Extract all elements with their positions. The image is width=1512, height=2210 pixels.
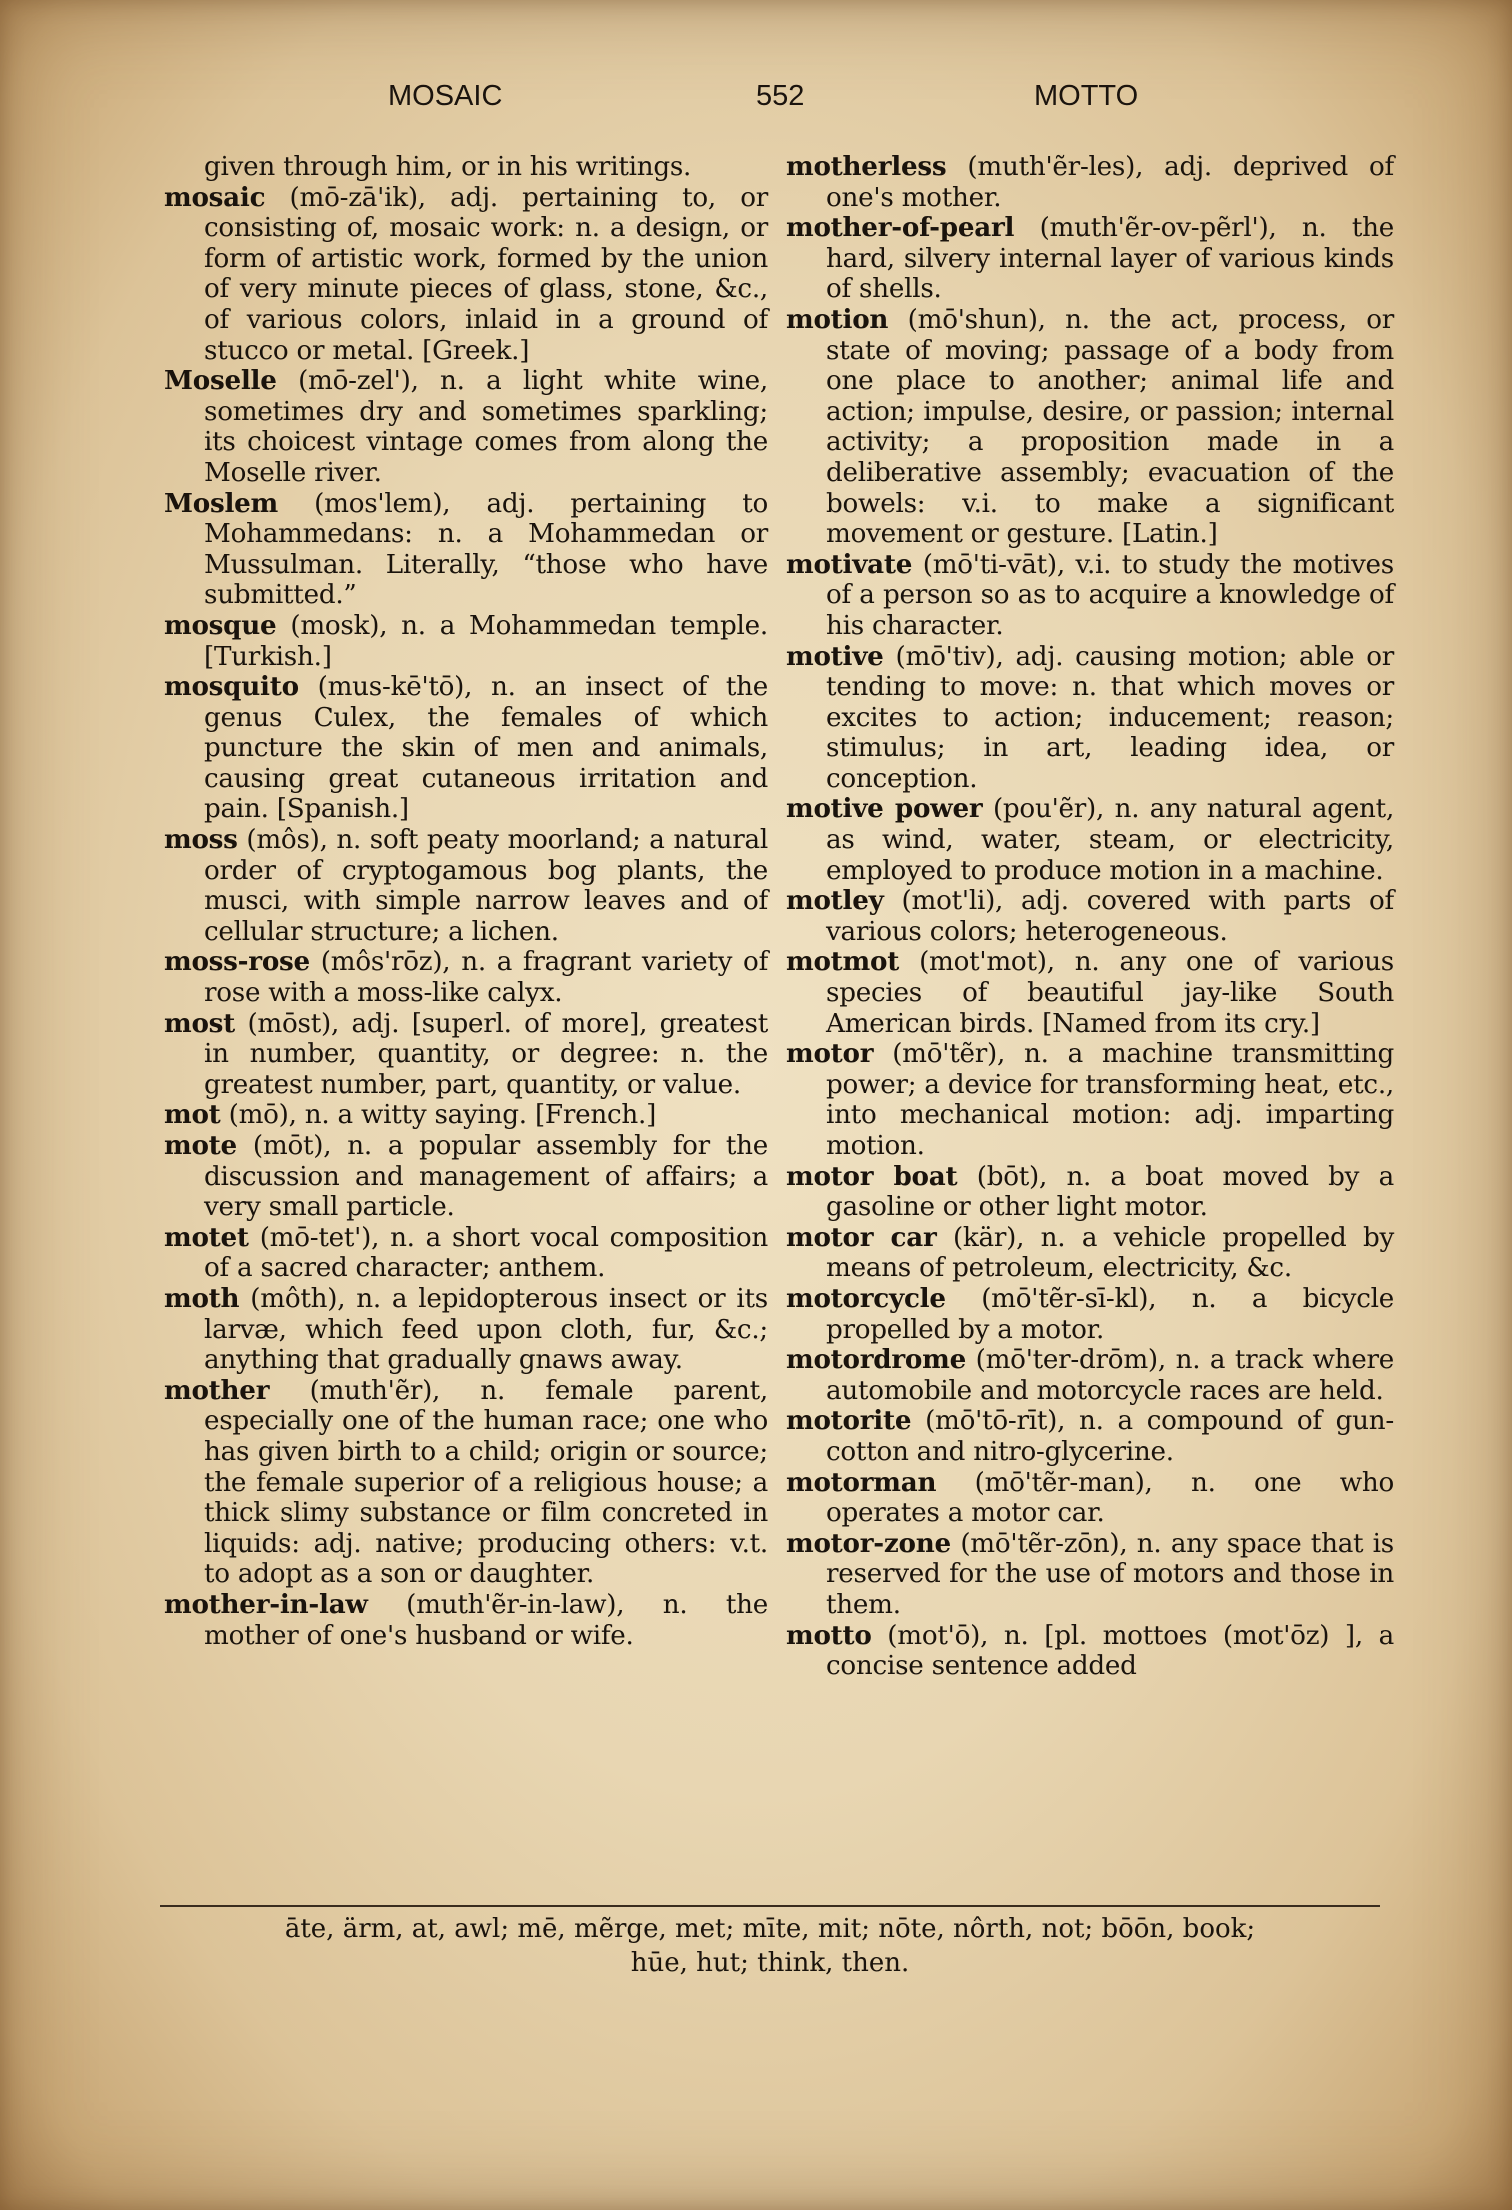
entry-headword: motet	[164, 1221, 249, 1253]
entry-headword: mother	[164, 1374, 270, 1406]
entry-definition: (mosk), n. a Mohammedan temple. [Turkish.]	[204, 610, 768, 672]
entry-headword: moss-rose	[164, 946, 310, 978]
entry-definition: (muth'ẽr), n. female parent, especially one of the human race; one who has given birth to a child; origin or source; the female superior of a religious house; a thick slimy substance or film concreted in liquids: adj. native; producing others: v.t. to adopt as a son or daughter.	[204, 1375, 768, 1590]
entry-definition: (muth'ẽr-in-law), n. the mother of one's husband or wife.	[204, 1589, 768, 1651]
entry-definition: (muth'ẽr-les), adj. deprived of one's mother.	[826, 152, 1395, 213]
entry-definition: (bōt), n. a boat moved by a gasoline or other light motor.	[826, 1161, 1394, 1223]
entry-definition: (mō'tẽr-sī-kl), n. a bicycle propelled by a motor.	[826, 1283, 1395, 1345]
dictionary-entry	[786, 1039, 1394, 1161]
entry-headword: motto	[786, 1619, 872, 1651]
entry-definition: (mō'ter-drōm), n. a track where automobile and motorcycle races are held.	[826, 1345, 1394, 1406]
entry-definition: (mō-zel'), n. a light white wine, sometimes dry and sometimes sparkling; its choicest vintage comes from along the Moselle river.	[204, 366, 769, 488]
dictionary-entry	[164, 366, 768, 488]
entry-headword: mother-in-law	[164, 1588, 368, 1620]
entry-headword: motorcycle	[786, 1282, 946, 1314]
dictionary-entry	[786, 1284, 1394, 1345]
entry-headword: Moslem	[164, 487, 279, 519]
dictionary-entry	[164, 947, 768, 1008]
entry-definition: (muth'ẽr-ov-pẽrl'), n. the hard, silvery internal layer of various kinds of shells.	[826, 213, 1395, 305]
dictionary-entry	[786, 213, 1394, 305]
entry-headword: mosaic	[164, 181, 266, 213]
footer-rule	[160, 1905, 1380, 1907]
dictionary-entry	[786, 1621, 1394, 1682]
dictionary-entry	[786, 1529, 1394, 1621]
entry-definition: (mus-kē'tō), n. an insect of the genus Culex, the females of which puncture the skin of men and animals, causing great cutaneous irritation and pain. [Spanish.]	[204, 672, 769, 825]
entry-definition: (pou'ẽr), n. any natural agent, as wind, water, steam, or electricity, employed to produce motion in a machine.	[826, 794, 1395, 886]
entry-definition: (mō'shun), n. the act, process, or state of moving; passage of a body from one place to another; animal life and action; impulse, desire, or passion; internal activity; a proposition made in a deliberative assembly; evacuation of the bowels: v.i. to make a significant movement or gesture. [Latin.]	[826, 304, 1394, 550]
dictionary-entry	[164, 825, 768, 947]
entry-headword: motion	[786, 303, 889, 335]
dictionary-entry	[164, 152, 768, 183]
dictionary-entry	[164, 1223, 768, 1284]
dictionary-entry	[164, 1590, 768, 1651]
entry-headword: mosque	[164, 609, 277, 641]
entry-headword: motor boat	[786, 1160, 958, 1192]
entry-headword: motor-zone	[786, 1527, 951, 1559]
entry-definition: given through him, or in his writings.	[204, 152, 692, 182]
entry-definition: (mō'ti-vāt), v.i. to study the motives of a person so as to acquire a knowledge of his character.	[826, 549, 1394, 641]
dictionary-entry	[786, 152, 1394, 213]
dictionary-entry	[786, 1223, 1394, 1284]
entry-definition: (mō), n. a witty saying. [French.]	[228, 1100, 657, 1131]
dictionary-entry	[786, 794, 1394, 886]
entry-definition: (mot'mot), n. any one of various species of beautiful jay-like South American birds. [Named from its cry.]	[826, 947, 1394, 1039]
entry-definition: (mō-zā'ik), adj. pertaining to, or consisting of, mosaic work: n. a design, or form of artistic work, formed by the union of very minute pieces of glass, stone, &c., of various colors, inlaid in a ground of stucco or metal. [Greek.]	[204, 182, 768, 366]
entry-headword: motmot	[786, 946, 900, 978]
entry-headword: motordrome	[786, 1344, 966, 1376]
entry-headword: motherless	[786, 151, 947, 182]
entry-headword: Moselle	[164, 365, 277, 397]
right-column	[786, 152, 1394, 1892]
entry-headword: motive	[786, 640, 884, 672]
dictionary-entry	[164, 1376, 768, 1590]
entry-headword: motivate	[786, 548, 913, 580]
entry-headword: motorman	[786, 1466, 937, 1498]
entry-headword: mote	[164, 1130, 237, 1161]
entry-definition: (mot'ō), n. [pl. mottoes (mot'ōz) ], a concise sentence added	[826, 1620, 1394, 1682]
dictionary-entry	[786, 305, 1394, 550]
entry-headword: mosquito	[164, 671, 299, 703]
dictionary-entry	[786, 550, 1394, 642]
dictionary-entry	[164, 672, 768, 825]
entry-definition: (mōst), adj. [superl. of more], greatest in number, quantity, or degree: n. the greatest number, part, quantity, or value.	[204, 1008, 768, 1100]
entry-headword: motley	[786, 885, 884, 917]
entry-headword: moth	[164, 1282, 240, 1314]
entry-definition: (mō'tẽr-man), n. one who operates a motor car.	[826, 1467, 1394, 1529]
dictionary-entry	[786, 886, 1394, 947]
entry-definition: (mō-tet'), n. a short vocal composition of a sacred character; anthem.	[204, 1222, 768, 1284]
left-column	[164, 152, 768, 1892]
entry-definition: (mō'tō-rīt), n. a compound of gun-cotton and nitro-glycerine.	[826, 1406, 1394, 1467]
pronunciation-key-line-1: āte, ärm, at, awl; mē, mẽrge, met; mīte, mit; nōte, nôrth, not; bōōn, book;	[284, 1914, 1256, 1944]
dictionary-entry	[786, 1162, 1394, 1223]
entry-definition: (môs), n. soft peaty moorland; a natural order of cryptogamous bog plants, the musci, with simple narrow leaves and of cellular structure; a lichen.	[204, 825, 768, 947]
dictionary-entry	[164, 1284, 768, 1376]
entry-definition: (mō'tẽr-zōn), n. any space that is reserved for the use of motors and those in them.	[826, 1528, 1394, 1620]
dictionary-entry	[786, 1468, 1394, 1529]
dictionary-entry	[164, 1009, 768, 1101]
pronunciation-key-line-2: hūe, hut; think, then.	[630, 1948, 910, 1978]
entry-headword: mother-of-pearl	[786, 212, 1015, 244]
entry-definition: (mot'li), adj. covered with parts of various colors; heterogeneous.	[826, 886, 1394, 947]
header-left-guideword: MOSAIC	[388, 80, 503, 112]
page-number: 552	[756, 80, 805, 112]
entry-headword: mot	[164, 1099, 221, 1131]
entry-headword: motive power	[786, 793, 983, 825]
dictionary-entry	[164, 1100, 768, 1131]
running-header	[0, 80, 1512, 124]
entry-definition: (mō'tiv), adj. causing motion; able or tending to move: n. that which moves or excites to action; inducement; reason; stimulus; in art, leading idea, or conception.	[826, 641, 1395, 794]
entry-definition: (mōt), n. a popular assembly for the discussion and management of affairs; a very small particle.	[204, 1131, 768, 1223]
header-right-guideword: MOTTO	[1034, 80, 1139, 112]
entry-headword: most	[164, 1007, 236, 1039]
dictionary-entry	[786, 1406, 1394, 1467]
entry-headword: motorite	[786, 1405, 912, 1437]
dictionary-entry	[164, 489, 768, 611]
entry-definition: (môs'rōz), n. a fragrant variety of rose with a moss-like calyx.	[204, 947, 769, 1009]
entry-definition: (mō'tẽr), n. a machine transmitting power; a device for transforming heat, etc., into mechanical motion: adj. imparting motion.	[826, 1039, 1394, 1161]
dictionary-entry	[786, 947, 1394, 1039]
entry-headword: motor	[786, 1038, 874, 1070]
entry-definition: (môth), n. a lepidopterous insect or its larvæ, which feed upon cloth, fur, &c.; anything that gradually gnaws away.	[204, 1283, 768, 1376]
entry-definition: (kär), n. a vehicle propelled by means of petroleum, electricity, &c.	[826, 1222, 1394, 1284]
entry-definition: (mos'lem), adj. pertaining to Mohammedans: n. a Mohammedan or Mussulman. Literally, “those who have submitted.”	[204, 488, 768, 611]
dictionary-entry	[164, 183, 768, 367]
entry-headword: moss	[164, 824, 238, 856]
dictionary-entry	[786, 642, 1394, 795]
dictionary-entry	[164, 1131, 768, 1223]
dictionary-entry	[786, 1345, 1394, 1406]
entry-headword: motor car	[786, 1221, 937, 1253]
dictionary-entry	[164, 611, 768, 672]
